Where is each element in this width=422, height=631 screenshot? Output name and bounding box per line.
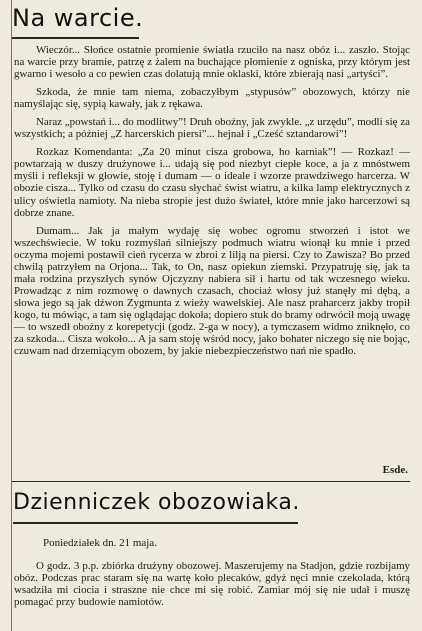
article-body-na-warcie	[14, 44, 410, 363]
paragraph: O godz. 3 p.p. zbiórka drużyny obozowej. Maszerujemy na Stadjon, gdzie rozbijamy obóz. Podczas prac staram się na wartę koło plecaków, gdyż nęci mnie czekolada, którą wsadziła mi ciocia i straszne nie chce mi się robić. Zamiar mój się nie udał i muszę pomagać przy budowie namiotów.	[14, 560, 410, 609]
paragraph: Naraz „powstań i... do modlitwy”! Druh oboźny, jak zwykle. „z urzędu”, modli się za wszystkich; a później „Z harcerskich piersi”... hejnał i „Cześć sztandarowi”!	[14, 116, 410, 141]
article-body-dzienniczek	[14, 560, 410, 614]
title-underline	[12, 37, 139, 39]
paragraph: Dumam... Jak ja małym wydaję się wobec ogromu stworzeń i istot we wszechświecie. W toku rozmyślań silniejszy podmuch wiatru wionął ku mnie i przed oczyma mojemi postawił cień rycerza w zbroi z lilją na piersi. Czy to Zawisza? Bo przed chwilą patrzyłem na Orjona... Tak, to On, nasz opiekun ziemski. Przypatruję się, jak ta mała rodzina przyszłych synów Ojczyzny nabiera sił i hartu od tak wczesnego wieku. Prowadząc z nim rozmowę o dawnych czasach, chociaż włosy już stanęły mi dębą, a słowa jego są jak dźwon Zygmunta z wieży wawelskiej. Ale nasz praharcerz jakby tropił kogo, tu mówiąc, a tam się oglądając dokoła; dopiero stuk do bramy odrwócił moją uwagę — to wszedł oboźny z korepetycji (godz. 2-ga w nocy), a tymczasem widmo zniknęło, co za szkoda... Cisza wokoło... A ja sam stoję wśród nocy, jako bohater niczego się nie bojąc, czuwam nad drzemiącym obozem, by jakie niebezpieczeństwo nań nie spadło.	[14, 224, 410, 358]
entry-date: Poniedziałek dn. 21 maja.	[43, 537, 157, 549]
article-title-na-warcie: Na warcie.	[12, 4, 144, 32]
paragraph: Szkoda, że mnie tam niema, zobaczyłbym „stypusów” obozowych, którzy nie namyślając się, sypią kawały, jak z rękawa.	[14, 86, 410, 111]
left-margin-line	[11, 0, 12, 631]
article-title-dzienniczek: Dzienniczek obozowiaka.	[13, 490, 300, 515]
author-signature: Esde.	[382, 464, 408, 476]
paragraph: Wieczór... Słońce ostatnie promienie światła rzuciło na nasz obóz i... zaszło. Stojąc na warcie przy bramie, patrzę z żalem na buchające płomienie z ogniska, przy którym jest gwarno i wesoło a co pewien czas dolatują mnie oklaski, które zbierają nasi „artyści”.	[14, 44, 410, 81]
title-underline	[13, 522, 298, 524]
section-divider	[12, 481, 410, 482]
paragraph: Rozkaz Komendanta: „Za 20 minut cisza grobowa, ho karniak”! — Rozkaz! — powtarzają w duszy drużynowe i... udają się pod niezbyt ciepłe koce, a ja z mnóstwem myśli i refleksji w głowie, stoję i dumam — o ideale i wzorze prawdziwego harcerza. W obozie cisza... Tylko od czasu do czasu słychać świst wiatru, a kilka lamp elektrycznych z ulicy oświetla namioty. Na nieba stropie jest dużo świateł, które mnie jako harcerzowi są dobrze znane.	[14, 146, 410, 219]
